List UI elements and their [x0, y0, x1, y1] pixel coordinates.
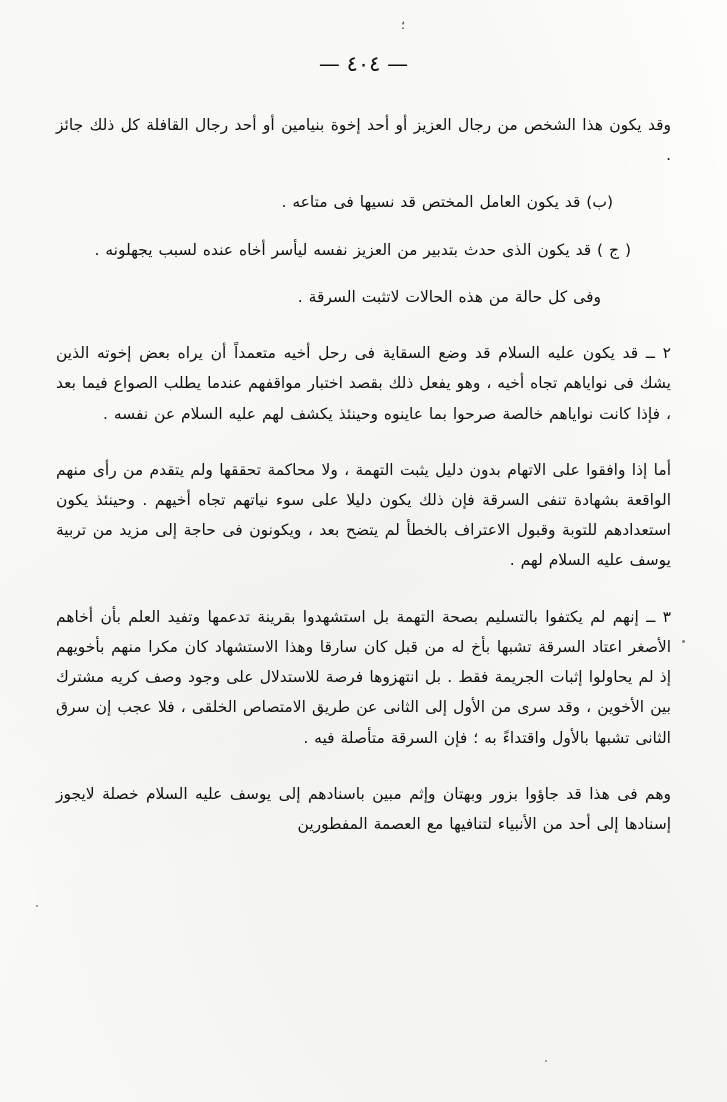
page-content — [56, 52, 671, 1078]
paragraph-8: وهم فى هذا قد جاؤوا بزور وبهتان وإثم مبين باسنادهم إلى يوسف عليه السلام خصلة لايجوز إسنادها إلى أحد من الأنبياء لتنافيها مع العصمة المفطورين — [56, 784, 671, 833]
paragraph-1: وقد يكون هذا الشخص من رجال العزيز أو أحد إخوة بنيامين أو أحد رجال القافلة كل ذلك جائز . — [56, 116, 671, 165]
paragraph-6: أما إذا وافقوا على الاتهام بدون دليل يثبت التهمة ، ولا محاكمة تحققها ولم يتقدم من رأى منهم الواقعة بشهادة تنفى السرقة فإن ذلك يكون دليلا على سوء نياتهم تجاه أخيهم . وحينئذ يكون استعدادهم للتوبة وقبول الاعتراف بالخطأ لم يتضح بعد ، ويكونون فى حاجة إلى مزيد من تربية يوسف عليه السلام لهم . — [56, 460, 671, 570]
top-margin-mark: ؛ — [401, 18, 405, 32]
paragraph-2-item-b: (ب) قد يكون العامل المختص قد نسيها فى متاعه . — [281, 193, 613, 212]
paragraph-7-point-3: ٣ ــ إنهم لم يكتفوا بالتسليم بصحة التهمة بل استشهدوا بقرينة تدعمها وتفيد العلم بأن أخاهم الأصغر اعتاد السرقة تشبها بأخ له من قبل كان سارقا وهذا الاستشهاد كان مكرا منهم بأخويهم إذ لم يحاولوا إثبات الجريمة فقط . بل انتهزوها فرصة للاستدلال على وجود وصف كريه مشترك بين الأخوين ، وقد سرى من الأول إلى الثانى عن طريق الامتصاص الخلقى ، فلا عجب إن سرق الثانى تشبها بالأول واقتداءً به ؛ فإن السرقة متأصلة فيه . — [56, 607, 671, 747]
scan-speck — [36, 905, 38, 907]
paragraph-4-conclusion: وفى كل حالة من هذه الحالات لاتثبت السرقة . — [297, 287, 601, 306]
page-number: — ٤٠٤ — — [318, 52, 409, 76]
scan-speck — [682, 640, 685, 643]
paragraph-3-item-c: ( ج ) قد يكون الذى حدث بتدبير من العزيز نفسه ليأسر أخاه عنده لسبب يجهلونه . — [94, 240, 631, 259]
paragraph-5-point-2: ٢ ــ قد يكون عليه السلام قد وضع السقاية فى رحل أخيه متعمداً أن يراه بعض إخوته الذين يشك فى نواياهم تجاه أخيه ، وهو يفعل ذلك بقصد اختبار مواقفهم عندما يطلب الصواع فيما بعد ، فإذا كانت نواياهم خالصة صرحوا بما عاينوه وحينئذ يكشف لهم عليه السلام عن نفسه . — [56, 344, 671, 423]
